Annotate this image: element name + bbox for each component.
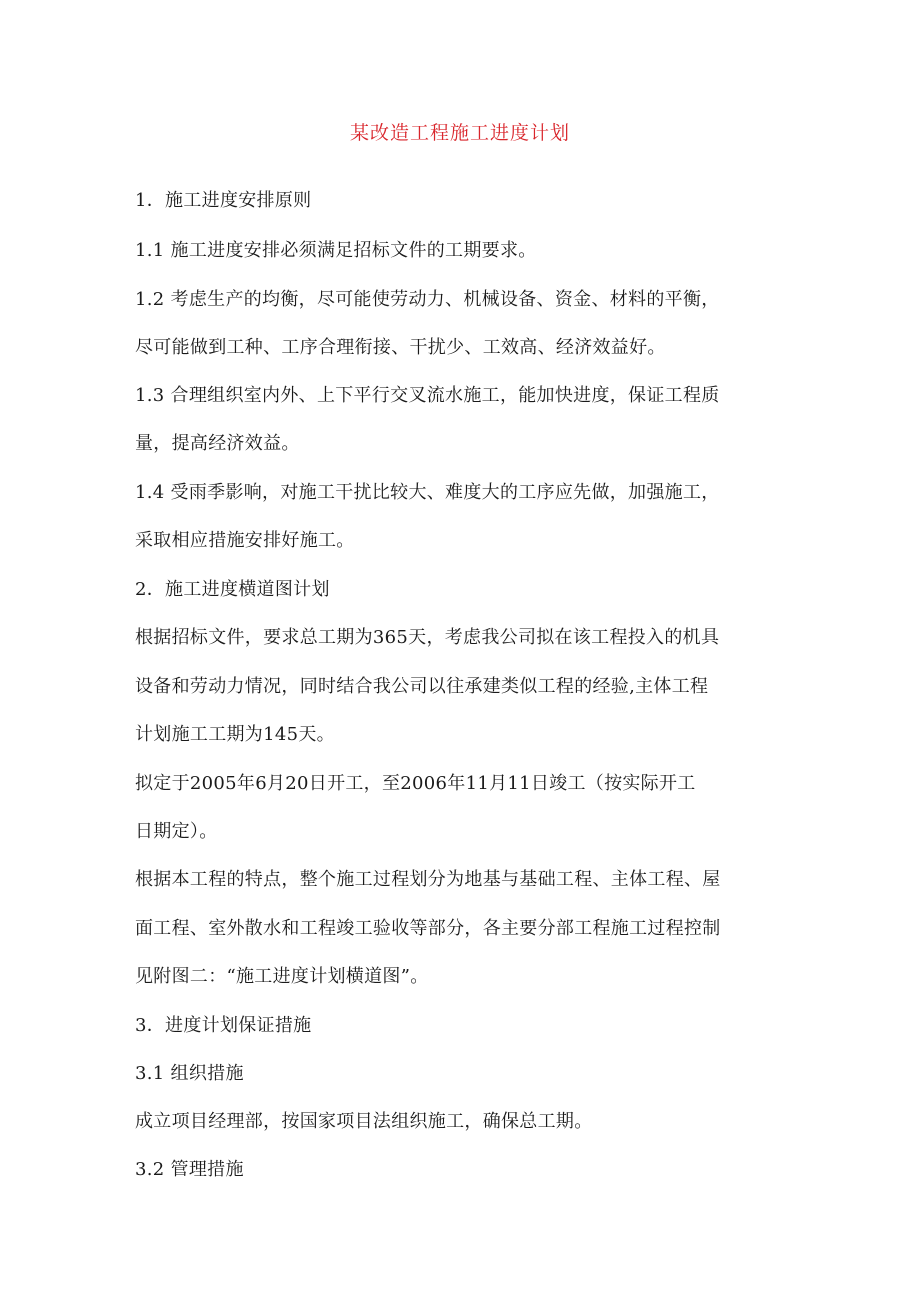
paragraph-line: 1.3 合理组织室内外、上下平行交叉流水施工，能加快进度，保证工程质 — [135, 385, 720, 406]
section-heading-2: 2．施工进度横道图计划 — [135, 579, 330, 600]
paragraph-line: 1.1 施工进度安排必须满足招标文件的工期要求。 — [135, 240, 537, 261]
paragraph-line: 拟定于2005年6月20日开工，至2006年11月11日竣工（按实际开工 — [135, 773, 696, 794]
section-heading-3: 3．进度计划保证措施 — [135, 1015, 312, 1036]
paragraph-line: 日期定）。 — [135, 821, 218, 842]
paragraph-line: 成立项目经理部，按国家项目法组织施工，确保总工期。 — [135, 1111, 593, 1132]
paragraph-line: 设备和劳动力情况，同时结合我公司以往承建类似工程的经验,主体工程 — [135, 676, 709, 697]
paragraph-line: 1.4 受雨季影响，对施工干扰比较大、难度大的工序应先做，加强施工， — [135, 482, 720, 503]
paragraph-line: 面工程、室外散水和工程竣工验收等部分，各主要分部工程施工过程控制 — [135, 918, 721, 939]
section-heading-1: 1．施工进度安排原则 — [135, 190, 312, 211]
subsection-heading: 3.1 组织措施 — [135, 1063, 244, 1084]
subsection-heading: 3.2 管理措施 — [135, 1159, 244, 1180]
document-title: 某改造工程施工进度计划 — [349, 122, 570, 144]
paragraph-line: 根据招标文件，要求总工期为365天，考虑我公司拟在该工程投入的机具 — [135, 627, 720, 648]
paragraph-line: 见附图二：“施工进度计划横道图”。 — [135, 966, 429, 987]
paragraph-line: 量，提高经济效益。 — [135, 433, 300, 454]
paragraph-line: 计划施工工期为145天。 — [135, 724, 335, 745]
paragraph-line: 1.2 考虑生产的均衡，尽可能使劳动力、机械设备、资金、材料的平衡， — [135, 289, 720, 310]
paragraph-line: 采取相应措施安排好施工。 — [135, 530, 355, 551]
paragraph-line: 根据本工程的特点，整个施工过程划分为地基与基础工程、主体工程、屋 — [135, 869, 721, 890]
paragraph-line: 尽可能做到工种、工序合理衔接、干扰少、工效高、经济效益好。 — [135, 337, 666, 358]
